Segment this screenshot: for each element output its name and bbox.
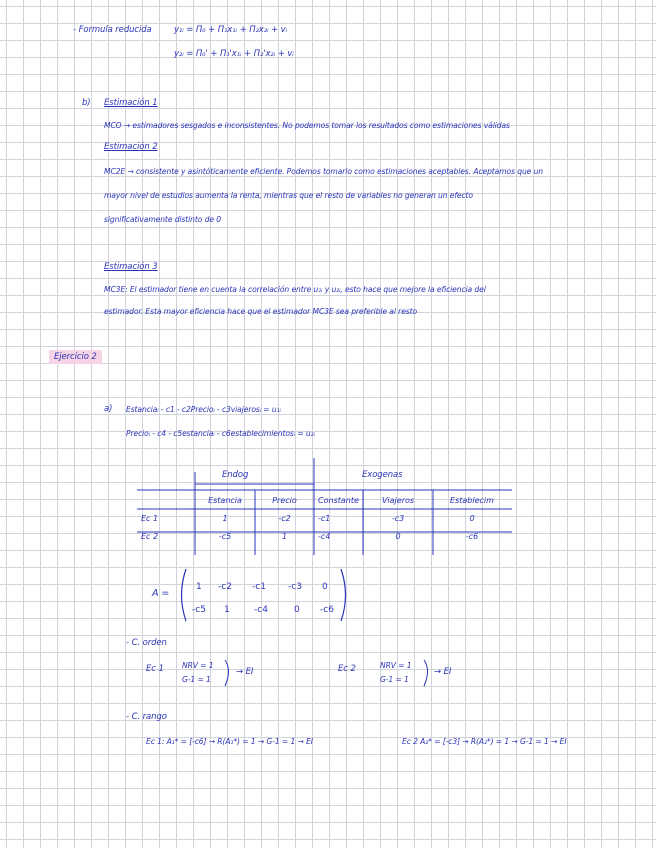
order-ec2-result: → EI (434, 667, 452, 677)
section-b-label: b) (82, 98, 91, 108)
matrix-cell: -c5 (192, 605, 206, 615)
table-group-endog: Endog (222, 470, 249, 480)
rank-condition-title: - C. rango (126, 712, 167, 722)
order-ec2-top: NRV = 1 (380, 661, 412, 670)
order-ec1-label: Ec 1 (146, 664, 164, 674)
reduced-form-eq1: y₁ᵢ = Π₀ + Π₁x₁ᵢ + Π₂x₂ᵢ + vᵢ (174, 25, 288, 35)
table-cell: 0 (395, 531, 401, 541)
reduced-form-eq2: y₂ᵢ = Π₀' + Π₁'x₁ᵢ + Π₂'x₂ᵢ + vᵢ (174, 49, 294, 59)
matrix-cell: 1 (224, 605, 230, 615)
order-ec1-top: NRV = 1 (182, 661, 214, 670)
exercise-title: Ejercicio 2 (49, 350, 102, 364)
table-header: Precio (272, 495, 297, 505)
table-cell: -c1 (318, 513, 331, 523)
estimation-3-title: Estimación 3 (104, 262, 158, 272)
table-header: Viajeros (381, 495, 415, 505)
matrix-cell: 0 (322, 582, 328, 592)
order-ec2-bottom: G-1 = 1 (380, 675, 409, 684)
rank-ec1: Ec 1: A₁* = [-c6] → R(A₁*) = 1 → G-1 = 1 → EI (146, 737, 313, 746)
estimation-1-text: MCO → estimadores sesgados e inconsistentes. No podemos tomar los resultados como estimaciones válidas (104, 121, 510, 130)
formula-label: - Formula reducida (73, 25, 152, 35)
table-cell: Ec 2 (141, 531, 159, 541)
matrix-cell: -c4 (254, 605, 268, 615)
table-cell: 1 (281, 531, 288, 541)
estimation-2-line1: MC2E → consistente y asintóticamente eficiente. Podemos tomarlo como estimaciones aceptables. Aceptamos que un (104, 167, 543, 176)
table-cell: 1 (222, 513, 228, 523)
table-header: Constante (318, 495, 359, 505)
table-cell: 0 (469, 513, 475, 523)
table-header: Establecim (450, 495, 494, 505)
matrix-cell: -c6 (320, 605, 334, 615)
estimation-3-line1: MC3E: El estimador tiene en cuenta la correlación entre u₁ᵢ y u₂ᵢ, esto hace que mejore la eficiencia del (104, 285, 486, 294)
section-a-label: a) (104, 404, 113, 414)
matrix-label: A = (152, 588, 170, 599)
table-group-exog: Exogenas (362, 470, 403, 480)
table-cell: -c3 (391, 513, 405, 523)
order-ec1-bottom: G-1 = 1 (182, 675, 211, 684)
order-condition-title: - C. orden (126, 638, 167, 648)
table-cell: -c4 (318, 531, 331, 541)
estimation-3-line2: estimador. Esta mayor eficiencia hace que el estimador MC3E sea preferible al resto (104, 307, 418, 316)
matrix-cell: -c2 (218, 582, 232, 592)
order-ec1-result: → EI (236, 667, 254, 677)
table-cell: Ec 1 (141, 513, 159, 523)
table-cell: -c6 (465, 531, 479, 541)
structural-eq2: Precioᵢ - c4 - c5estanciaᵢ - c6establecimientosᵢ = u₂ᵢ (126, 429, 315, 438)
estimation-1-title: Estimación 1 (104, 98, 158, 108)
matrix-cell: -c1 (252, 582, 266, 592)
estimation-2-line3: significativamente distinto de 0 (104, 215, 221, 224)
estimation-2-title: Estimación 2 (104, 142, 158, 152)
rank-ec2: Ec 2 A₂* = [-c3] → R(A₂*) = 1 → G-1 = 1 → EI (402, 737, 567, 746)
table-header: Estancia (208, 495, 242, 505)
table-cell: -c5 (218, 531, 232, 541)
order-ec2-label: Ec 2 (338, 664, 356, 674)
estimation-2-line2: mayor nivel de estudios aumenta la renta, mientras que el resto de variables no generan un efecto (104, 191, 473, 200)
table-cell: -c2 (278, 513, 291, 523)
matrix-cell: -c3 (288, 582, 302, 592)
matrix-cell: 1 (196, 582, 202, 592)
structural-eq1: Estanciaᵢ - c1 - c2Precioᵢ - c3viajerosᵢ = u₁ᵢ (126, 405, 281, 414)
matrix-cell: 0 (294, 605, 300, 615)
